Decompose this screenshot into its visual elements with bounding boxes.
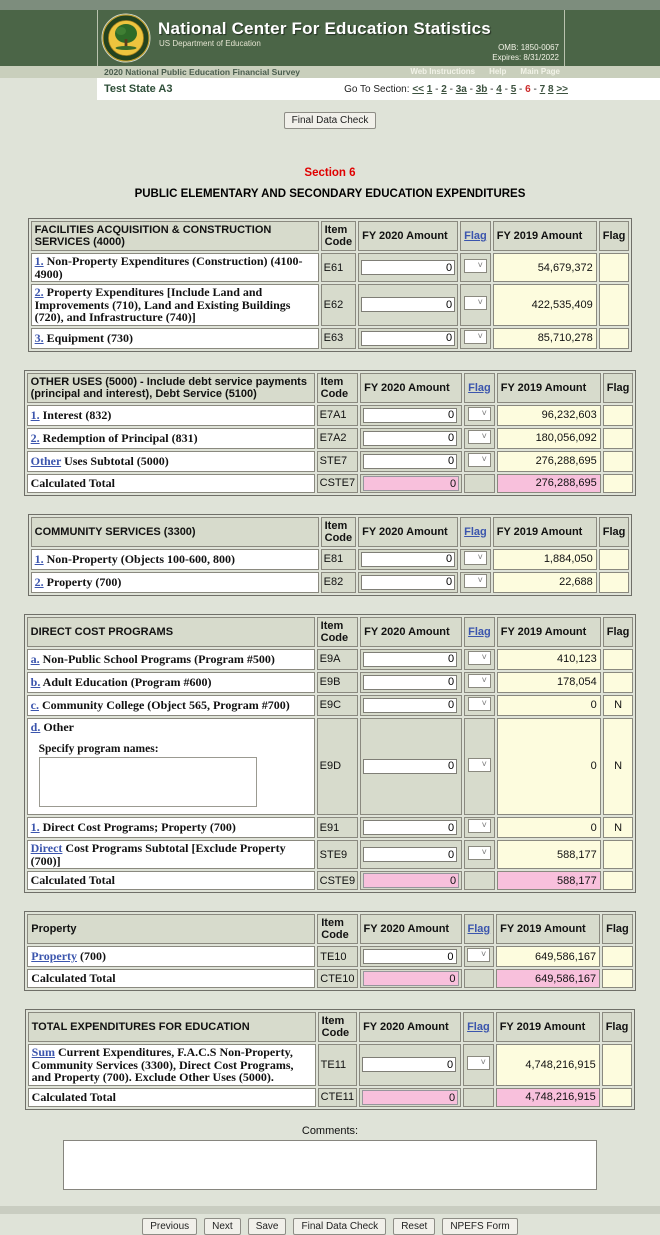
fy2019-flag-E82	[599, 572, 630, 593]
table-wrapper	[0, 218, 660, 352]
fy2019-value-E91: 0	[497, 817, 601, 838]
fy2020-input-E7A2[interactable]	[363, 431, 457, 446]
row-label-E62	[31, 284, 319, 326]
table-wrapper	[0, 614, 660, 894]
col-header-flag-2020	[464, 617, 495, 647]
final-data-check-button-top[interactable]: Final Data Check	[284, 112, 377, 129]
col-header-fy2019: FY 2019 Amount	[496, 914, 600, 944]
fy2020-cell-E7A1	[360, 405, 462, 426]
save-button[interactable]: Save	[248, 1218, 287, 1235]
fy2019-flag-TE10	[602, 946, 633, 967]
specify-program-names-label: Specify program names:	[38, 743, 159, 755]
flag-help-link[interactable]: Flag	[464, 525, 487, 538]
table-title: TOTAL EXPENDITURES FOR EDUCATION	[28, 1012, 316, 1042]
col-header-flag-2020	[464, 373, 495, 403]
flag-cell-CSTE7	[464, 474, 495, 493]
row-label-E61	[31, 253, 319, 282]
item-code-TE10: TE10	[317, 946, 357, 967]
bottom-scrollbar-strip[interactable]	[0, 1206, 660, 1214]
fy2020-cell-E91	[360, 817, 462, 838]
flag-cell-TE11	[463, 1044, 494, 1086]
fy2020-calculated-CSTE9: 0	[363, 873, 459, 888]
fy2019-value-TE10: 649,586,167	[496, 946, 600, 967]
fy2019-value-E82: 22,688	[493, 572, 597, 593]
state-bar	[97, 78, 660, 100]
flag-cell-STE9	[464, 840, 495, 869]
table-title: DIRECT COST PROGRAMS	[27, 617, 315, 647]
row-label-E9D	[27, 718, 315, 816]
fy2020-input-E9A[interactable]	[363, 652, 457, 667]
section-table-2	[24, 370, 637, 496]
flag-cell-CSTE9	[464, 871, 495, 890]
item-code-E9D: E9D	[317, 718, 358, 816]
col-header-flag-2019: Flag	[599, 517, 630, 547]
flag-select-E82[interactable]	[464, 574, 487, 588]
section-table-1	[28, 218, 633, 352]
row-label-text: Cost Programs Subtotal [Exclude Property (700)]	[30, 841, 286, 868]
fy2019-flag-E62	[599, 284, 630, 326]
item-code-E91: E91	[317, 817, 358, 838]
fy2020-cell-TE11	[359, 1044, 461, 1086]
fy2019-value-E7A1: 96,232,603	[497, 405, 601, 426]
row-label-link-E62[interactable]: 2.	[34, 285, 44, 299]
table-title: OTHER USES (5000) - Include debt service payments (principal and interest), Debt Service (5100)	[27, 373, 315, 403]
row-label-E9A	[27, 649, 315, 670]
item-code-CSTE7: CSTE7	[317, 474, 358, 493]
state-name: Test State A3	[104, 83, 173, 95]
col-header-fy2020: FY 2020 Amount	[358, 221, 458, 251]
department-of-education-seal-icon	[101, 13, 151, 63]
fy2020-input-E81[interactable]	[361, 552, 455, 567]
row-label-link-E82[interactable]: 2.	[34, 574, 44, 589]
menu-bar	[0, 66, 660, 78]
agency-title: National Center For Education Statistics	[158, 19, 491, 38]
fy2019-flag-E81	[599, 549, 630, 570]
col-header-flag-2019: Flag	[602, 1012, 633, 1042]
item-code-TE11: TE11	[318, 1044, 357, 1086]
fy2019-flag-E91: N	[603, 817, 634, 838]
col-header-fy2019: FY 2019 Amount	[493, 221, 597, 251]
fy2020-input-E82[interactable]	[361, 575, 455, 590]
fy2020-input-E91[interactable]	[363, 820, 457, 835]
row-label-text: Adult Education (Program #600)	[40, 674, 212, 689]
fy2020-input-E9D[interactable]	[363, 759, 457, 774]
row-label-CSTE9	[27, 871, 315, 890]
fy2020-cell-E81	[358, 549, 458, 570]
fy2019-flag-STE9	[603, 840, 634, 869]
fy2020-cell-E9B	[360, 672, 462, 693]
flag-cell-E7A2	[464, 428, 495, 449]
fy2020-cell-TE10	[360, 946, 462, 967]
col-header-fy2020: FY 2020 Amount	[358, 517, 458, 547]
goto-link-8[interactable]: 8	[547, 83, 554, 95]
col-header-flag-2019: Flag	[603, 373, 634, 403]
goto-link-3b[interactable]: 3b	[475, 83, 488, 95]
col-header-flag-2020	[460, 221, 491, 251]
row-label-link-E63[interactable]: 3.	[34, 330, 44, 345]
next-button[interactable]: Next	[204, 1218, 241, 1235]
fy2019-value-CSTE9: 588,177	[497, 871, 601, 890]
row-label-text: Calculated Total	[31, 1089, 117, 1104]
menu-links	[410, 67, 560, 76]
comments-label: Comments:	[301, 1124, 359, 1137]
col-header-flag-2020	[460, 517, 491, 547]
fy2019-value-STE7: 276,288,695	[497, 451, 601, 472]
item-code-CSTE9: CSTE9	[317, 871, 358, 890]
fy2019-flag-E9B	[603, 672, 634, 693]
row-label-link-TE11[interactable]: Sum	[31, 1045, 55, 1059]
menu-link-help[interactable]: Help	[489, 67, 507, 76]
fy2019-value-CSTE7: 276,288,695	[497, 474, 601, 493]
flag-cell-E9D	[464, 718, 495, 816]
goto-link-arrowarrow[interactable]: >>	[556, 83, 568, 95]
fy2019-flag-TE11	[602, 1044, 633, 1086]
reset-button[interactable]: Reset	[393, 1218, 435, 1235]
row-label-text: Calculated Total	[30, 475, 115, 490]
flag-cell-CTE10	[464, 969, 495, 988]
col-header-fy2019: FY 2019 Amount	[497, 617, 601, 647]
col-header-item-code: Item Code	[321, 221, 357, 251]
flag-cell-E91	[464, 817, 495, 838]
fy2019-flag-E7A1	[603, 405, 634, 426]
flag-cell-E7A1	[464, 405, 495, 426]
section-label: Section 6	[304, 167, 356, 179]
section-table-6	[25, 1009, 636, 1110]
row-label-text: Property (700)	[43, 574, 122, 589]
goto-link-arrowarrow[interactable]: <<	[412, 83, 424, 95]
fy2019-flag-E9A	[603, 649, 634, 670]
fy2019-flag-E7A2	[603, 428, 634, 449]
row-label-STE7	[27, 451, 315, 472]
fy2019-value-E63: 85,710,278	[493, 328, 597, 349]
fy2019-flag-CTE10	[602, 969, 633, 988]
previous-button[interactable]: Previous	[142, 1218, 197, 1235]
goto-link-4[interactable]: 4	[496, 83, 502, 95]
row-label-E9C	[27, 695, 315, 716]
fy2020-cell-STE9	[360, 840, 462, 869]
row-label-link-E7A1[interactable]: 1.	[30, 407, 40, 422]
goto-link-3a[interactable]: 3a	[455, 83, 467, 95]
fy2020-cell-E63	[358, 328, 458, 349]
flag-help-link[interactable]: Flag	[464, 230, 487, 242]
col-header-fy2020: FY 2020 Amount	[360, 373, 462, 403]
row-label-E91	[27, 817, 315, 838]
goto-link-6: 6	[525, 83, 531, 95]
fy2019-flag-CSTE7	[603, 474, 634, 493]
flag-cell-E9B	[464, 672, 495, 693]
row-label-E82	[31, 572, 319, 593]
row-label-link-E81[interactable]: 1.	[34, 551, 44, 566]
banner-inner	[97, 10, 565, 66]
fy2020-input-E63[interactable]	[361, 331, 455, 346]
fy2020-cell-E61	[358, 253, 458, 282]
row-label-E7A1	[27, 405, 315, 426]
col-header-fy2020: FY 2020 Amount	[360, 914, 462, 944]
fy2019-flag-CTE11	[602, 1088, 633, 1107]
fy2020-calculated-CTE10: 0	[363, 971, 459, 986]
row-label-text: Current Expenditures, F.A.C.S Non-Property, Community Services (3300), Direct Cost Programs, and Property (700). Exclude Other Uses (5000).	[31, 1045, 294, 1084]
item-code-E9C: E9C	[317, 695, 358, 716]
fy2019-flag-E63	[599, 328, 630, 349]
flag-help-link[interactable]: Flag	[467, 1021, 490, 1033]
goto-link-7[interactable]: 7	[539, 83, 546, 95]
row-label-text: Uses Subtotal (5000)	[61, 453, 169, 468]
flag-select-STE7[interactable]	[468, 453, 491, 467]
fy2020-cell-CTE11	[359, 1088, 461, 1107]
fy2020-input-TE11[interactable]	[362, 1057, 456, 1072]
fy2020-cell-CSTE9	[360, 871, 462, 890]
col-header-flag-2019: Flag	[599, 221, 630, 251]
col-header-flag-2019: Flag	[602, 914, 633, 944]
omb-expires: Expires: 8/31/2022	[492, 53, 559, 62]
fy2019-value-E9A: 410,123	[497, 649, 601, 670]
fy2020-input-E62[interactable]	[361, 297, 455, 312]
goto-link-2[interactable]: 2	[441, 83, 447, 95]
item-code-E62: E62	[321, 284, 357, 326]
npefs-form-button[interactable]: NPEFS Form	[442, 1218, 517, 1235]
row-label-text: Non-Public School Programs (Program #500)	[39, 651, 275, 666]
table-wrapper	[0, 370, 660, 496]
section-table-3	[28, 514, 633, 596]
row-label-text: Other	[40, 719, 74, 734]
flag-help-link[interactable]: Flag	[467, 923, 491, 935]
item-code-E7A1: E7A1	[317, 405, 358, 426]
flag-cell-E9A	[464, 649, 495, 670]
row-label-STE9	[27, 840, 315, 869]
fy2019-value-CTE11: 4,748,216,915	[496, 1088, 600, 1107]
fy2020-cell-E9C	[360, 695, 462, 716]
fy2019-flag-CSTE9	[603, 871, 634, 890]
row-label-link-TE10[interactable]: Property	[31, 949, 78, 964]
goto-link-5[interactable]: 5	[510, 83, 517, 95]
flag-select-E7A1[interactable]	[468, 407, 491, 421]
col-header-item-code: Item Code	[317, 914, 357, 944]
row-label-E7A2	[27, 428, 315, 449]
item-code-CTE11: CTE11	[318, 1088, 357, 1107]
fy2020-input-E9B[interactable]	[363, 675, 457, 690]
flag-cell-CTE11	[463, 1088, 494, 1107]
row-label-text: Equipment (730)	[43, 330, 133, 345]
table-wrapper	[0, 1009, 660, 1110]
row-label-text: Calculated Total	[31, 971, 116, 986]
flag-select-E9C[interactable]	[468, 697, 491, 711]
fy2019-flag-STE7	[603, 451, 634, 472]
fy2019-value-E62: 422,535,409	[493, 284, 597, 326]
item-code-STE7: STE7	[317, 451, 358, 472]
table-wrapper	[0, 514, 660, 596]
flag-help-link[interactable]: Flag	[468, 625, 491, 638]
item-code-CTE10: CTE10	[317, 969, 357, 988]
item-code-E81: E81	[321, 549, 357, 570]
row-label-link-STE9[interactable]: Direct	[30, 841, 63, 855]
flag-cell-E63	[460, 328, 491, 349]
flag-select-E7A2[interactable]	[468, 430, 491, 444]
row-label-CSTE7	[27, 474, 315, 493]
row-label-text: Redemption of Principal (831)	[39, 430, 198, 445]
row-label-link-E9B[interactable]: b.	[30, 674, 41, 689]
item-code-E9A: E9A	[317, 649, 358, 670]
table-title: Property	[27, 914, 315, 944]
goto-link-1[interactable]: 1	[426, 83, 433, 95]
top-strip	[0, 0, 660, 10]
fy2019-value-CTE10: 649,586,167	[496, 969, 600, 988]
row-label-TE11	[28, 1044, 316, 1086]
header-banner	[0, 10, 660, 66]
flag-select-TE10[interactable]	[467, 948, 490, 962]
col-header-fy2019: FY 2019 Amount	[496, 1012, 600, 1042]
fy2020-cell-E82	[358, 572, 458, 593]
fy2020-input-E9C[interactable]	[363, 698, 457, 713]
fy2020-calculated-CSTE7: 0	[363, 476, 459, 491]
col-header-fy2019: FY 2019 Amount	[497, 373, 601, 403]
flag-select-E61[interactable]	[464, 259, 487, 273]
row-label-text: (700)	[77, 949, 107, 964]
fy2020-input-E61[interactable]	[361, 260, 455, 275]
flag-select-STE9[interactable]	[468, 846, 491, 860]
row-label-text: Direct Cost Programs; Property (700)	[39, 820, 236, 835]
row-label-E9B	[27, 672, 315, 693]
fy2019-value-E61: 54,679,372	[493, 253, 597, 282]
col-header-item-code: Item Code	[321, 517, 357, 547]
fy2020-cell-STE7	[360, 451, 462, 472]
flag-cell-E9C	[464, 695, 495, 716]
row-label-text: Interest (832)	[39, 407, 112, 422]
section-table-5	[24, 911, 636, 991]
row-label-E63	[31, 328, 319, 349]
col-header-item-code: Item Code	[317, 373, 358, 403]
col-header-fy2020: FY 2020 Amount	[359, 1012, 461, 1042]
survey-title: 2020 National Public Education Financial Survey	[104, 67, 301, 77]
section-table-4	[24, 614, 637, 894]
fy2020-cell-E7A2	[360, 428, 462, 449]
specify-program-names-textarea[interactable]	[39, 757, 257, 807]
flag-select-E9D[interactable]	[468, 758, 491, 772]
row-label-link-E91[interactable]: 1.	[30, 820, 40, 835]
table-title: FACILITIES ACQUISITION & CONSTRUCTION SERVICES (4000)	[31, 221, 319, 251]
fy2019-value-STE9: 588,177	[497, 840, 601, 869]
row-label-E81	[31, 549, 319, 570]
row-label-link-E9D[interactable]: d.	[30, 719, 41, 734]
comments-textarea[interactable]	[63, 1140, 597, 1190]
row-label-link-E61[interactable]: 1.	[34, 254, 44, 268]
fy2020-input-STE7[interactable]	[363, 454, 457, 469]
row-label-text: Calculated Total	[30, 873, 115, 888]
col-header-flag-2020	[463, 1012, 494, 1042]
flag-cell-E82	[460, 572, 491, 593]
fy2019-flag-E9C: N	[603, 695, 634, 716]
tables-root	[0, 218, 660, 1110]
flag-select-E63[interactable]	[464, 330, 487, 344]
col-header-item-code: Item Code	[318, 1012, 357, 1042]
flag-select-E9A[interactable]	[468, 651, 491, 665]
flag-cell-STE7	[464, 451, 495, 472]
flag-cell-E62	[460, 284, 491, 326]
fy2020-cell-E9A	[360, 649, 462, 670]
col-header-flag-2020	[464, 914, 495, 944]
fy2020-cell-E9D	[360, 718, 462, 816]
row-label-TE10	[27, 946, 315, 967]
fy2019-value-E9D: 0	[497, 718, 601, 816]
flag-select-E91[interactable]	[468, 819, 491, 833]
row-label-text: Non-Property Expenditures (Construction) (4100-4900)	[34, 254, 303, 281]
item-code-E7A2: E7A2	[317, 428, 358, 449]
flag-help-link[interactable]: Flag	[468, 381, 491, 394]
fy2020-cell-E62	[358, 284, 458, 326]
fy2019-value-E9C: 0	[497, 695, 601, 716]
goto-section-nav: Go To Section: << 1 - 2 - 3a - 3b - 4 - 5 - 6 - 7 8 >>	[344, 83, 568, 95]
row-label-text: Non-Property (Objects 100-600, 800)	[43, 551, 236, 566]
col-header-flag-2019: Flag	[603, 617, 634, 647]
row-label-link-E7A2[interactable]: 2.	[30, 430, 40, 445]
omb-number: OMB: 1850-0067	[498, 43, 559, 52]
row-label-text: Community College (Object 565, Program #700)	[38, 697, 290, 712]
fy2019-value-E7A2: 180,056,092	[497, 428, 601, 449]
row-label-link-E9C[interactable]: c.	[30, 697, 39, 712]
table-wrapper	[0, 911, 660, 991]
row-label-CTE11	[28, 1088, 316, 1107]
fy2020-cell-CSTE7	[360, 474, 462, 493]
fy2019-flag-E9D: N	[603, 718, 634, 816]
agency-subtitle: US Department of Education	[159, 39, 261, 48]
item-code-E61: E61	[321, 253, 357, 282]
fy2019-value-E9B: 178,054	[497, 672, 601, 693]
goto-section-label: Go To Section:	[344, 83, 410, 95]
fy2019-value-TE11: 4,748,216,915	[496, 1044, 600, 1086]
flag-cell-TE10	[464, 946, 495, 967]
row-label-link-STE7[interactable]: Other	[30, 453, 62, 468]
flag-cell-E61	[460, 253, 491, 282]
col-header-fy2019: FY 2019 Amount	[493, 517, 597, 547]
fy2020-cell-CTE10	[360, 969, 462, 988]
final-data-check-button[interactable]: Final Data Check	[293, 1218, 386, 1235]
table-title: COMMUNITY SERVICES (3300)	[31, 517, 319, 547]
flag-select-TE11[interactable]	[467, 1056, 490, 1070]
fy2019-flag-E61	[599, 253, 630, 282]
footer-button-row	[0, 1218, 660, 1235]
item-code-E63: E63	[321, 328, 357, 349]
flag-select-E62[interactable]	[464, 296, 487, 310]
fy2019-value-E81: 1,884,050	[493, 549, 597, 570]
flag-select-E9B[interactable]	[468, 674, 491, 688]
page-title: PUBLIC ELEMENTARY AND SECONDARY EDUCATION EXPENDITURES	[134, 188, 526, 200]
flag-cell-E81	[460, 549, 491, 570]
fy2020-input-STE9[interactable]	[363, 847, 457, 862]
row-label-text: Property Expenditures [Include Land and Improvements (710), Land and Existing Buildings (720), and Infrastructure (740)]	[34, 285, 291, 324]
row-label-CTE10	[27, 969, 315, 988]
fy2020-input-TE10[interactable]	[363, 949, 457, 964]
flag-select-E81[interactable]	[464, 551, 487, 565]
menu-link-web-instructions[interactable]: Web Instructions	[410, 67, 476, 76]
item-code-STE9: STE9	[317, 840, 358, 869]
item-code-E9B: E9B	[317, 672, 358, 693]
menu-link-main-page[interactable]: Main Page	[520, 67, 560, 76]
col-header-fy2020: FY 2020 Amount	[360, 617, 462, 647]
omb-info	[492, 43, 559, 63]
col-header-item-code: Item Code	[317, 617, 358, 647]
item-code-E82: E82	[321, 572, 357, 593]
fy2020-input-E7A1[interactable]	[363, 408, 457, 423]
fy2020-calculated-CTE11: 0	[362, 1090, 458, 1105]
row-label-link-E9A[interactable]: a.	[30, 651, 40, 666]
